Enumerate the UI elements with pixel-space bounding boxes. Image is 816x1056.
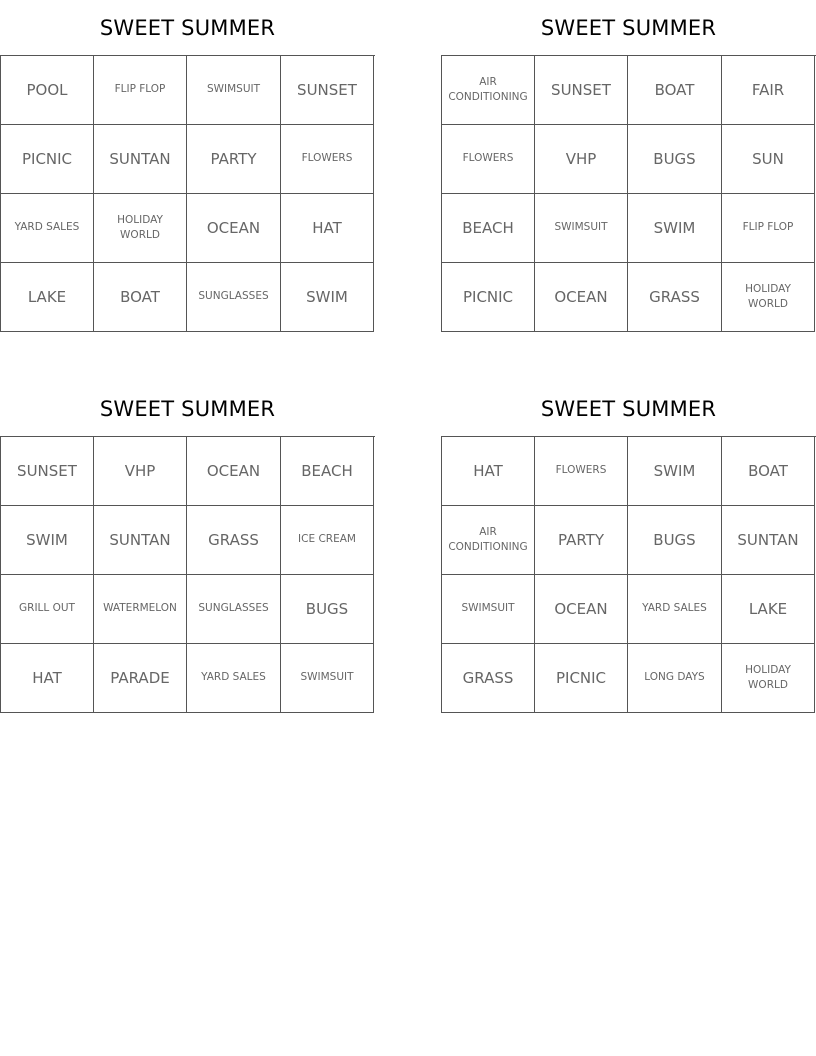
bingo-cell: GRILL OUT — [1, 575, 94, 644]
bingo-cell: PICNIC — [1, 125, 94, 194]
bingo-cell: HOLIDAY WORLD — [722, 644, 815, 713]
bingo-cell: BUGS — [628, 506, 722, 575]
bingo-cell: FLOWERS — [281, 125, 374, 194]
card-title: SWEET SUMMER — [540, 15, 717, 40]
bingo-cell: BEACH — [442, 194, 535, 263]
bingo-card-2 — [441, 0, 816, 332]
bingo-cell: AIR CONDITIONING — [442, 56, 535, 125]
bingo-cell: BEACH — [281, 437, 374, 506]
bingo-cell: SUNSET — [1, 437, 94, 506]
bingo-cell: SWIMSUIT — [187, 56, 281, 125]
bingo-cell: SUNGLASSES — [187, 575, 281, 644]
bingo-grid — [0, 436, 375, 713]
bingo-cell: HAT — [1, 644, 94, 713]
bingo-cell: PARADE — [94, 644, 187, 713]
bingo-cell: GRASS — [442, 644, 535, 713]
bingo-cell: SWIMSUIT — [535, 194, 628, 263]
bingo-cell: SWIM — [281, 263, 374, 332]
bingo-cell: FLIP FLOP — [94, 56, 187, 125]
bingo-cell: ICE CREAM — [281, 506, 374, 575]
bingo-cell: SUNTAN — [94, 125, 187, 194]
bingo-cell: SUNSET — [535, 56, 628, 125]
bingo-cell: YARD SALES — [628, 575, 722, 644]
bingo-cell: BUGS — [628, 125, 722, 194]
bingo-cell: GRASS — [187, 506, 281, 575]
bingo-grid — [441, 436, 816, 713]
bingo-cell: FLIP FLOP — [722, 194, 815, 263]
bingo-cell: OCEAN — [187, 194, 281, 263]
bingo-cell: WATERMELON — [94, 575, 187, 644]
bingo-cell: PARTY — [187, 125, 281, 194]
bingo-card-1 — [0, 0, 375, 332]
bingo-cell: PICNIC — [442, 263, 535, 332]
card-title: SWEET SUMMER — [540, 396, 717, 421]
bingo-cell: OCEAN — [187, 437, 281, 506]
bingo-cell: BOAT — [722, 437, 815, 506]
bingo-cell: SWIM — [628, 437, 722, 506]
bingo-cell: SUN — [722, 125, 815, 194]
bingo-cell: BOAT — [94, 263, 187, 332]
bingo-cell: FLOWERS — [535, 437, 628, 506]
bingo-cell: HAT — [442, 437, 535, 506]
bingo-cell: AIR CONDITIONING — [442, 506, 535, 575]
bingo-cell: LAKE — [722, 575, 815, 644]
bingo-cell: YARD SALES — [1, 194, 94, 263]
bingo-card-3 — [0, 381, 375, 713]
bingo-cell: PICNIC — [535, 644, 628, 713]
bingo-cell: HAT — [281, 194, 374, 263]
bingo-grid — [0, 55, 375, 332]
bingo-cell: SUNGLASSES — [187, 263, 281, 332]
bingo-cell: POOL — [1, 56, 94, 125]
bingo-cell: OCEAN — [535, 575, 628, 644]
bingo-cell: SWIMSUIT — [281, 644, 374, 713]
bingo-cell: PARTY — [535, 506, 628, 575]
bingo-cell: VHP — [535, 125, 628, 194]
bingo-cell: HOLIDAY WORLD — [94, 194, 187, 263]
bingo-cell: SUNSET — [281, 56, 374, 125]
bingo-cell: FLOWERS — [442, 125, 535, 194]
card-title: SWEET SUMMER — [99, 396, 276, 421]
bingo-cell: HOLIDAY WORLD — [722, 263, 815, 332]
bingo-card-4 — [441, 381, 816, 713]
bingo-cell: GRASS — [628, 263, 722, 332]
bingo-cell: BUGS — [281, 575, 374, 644]
bingo-grid — [441, 55, 816, 332]
bingo-cell: FAIR — [722, 56, 815, 125]
bingo-cell: YARD SALES — [187, 644, 281, 713]
bingo-cell: LONG DAYS — [628, 644, 722, 713]
bingo-cell: SWIMSUIT — [442, 575, 535, 644]
bingo-cell: OCEAN — [535, 263, 628, 332]
bingo-cell: SWIM — [628, 194, 722, 263]
card-title: SWEET SUMMER — [99, 15, 276, 40]
bingo-cell: SWIM — [1, 506, 94, 575]
bingo-cell: LAKE — [1, 263, 94, 332]
bingo-cell: BOAT — [628, 56, 722, 125]
bingo-cell: SUNTAN — [722, 506, 815, 575]
bingo-cell: SUNTAN — [94, 506, 187, 575]
bingo-cell: VHP — [94, 437, 187, 506]
